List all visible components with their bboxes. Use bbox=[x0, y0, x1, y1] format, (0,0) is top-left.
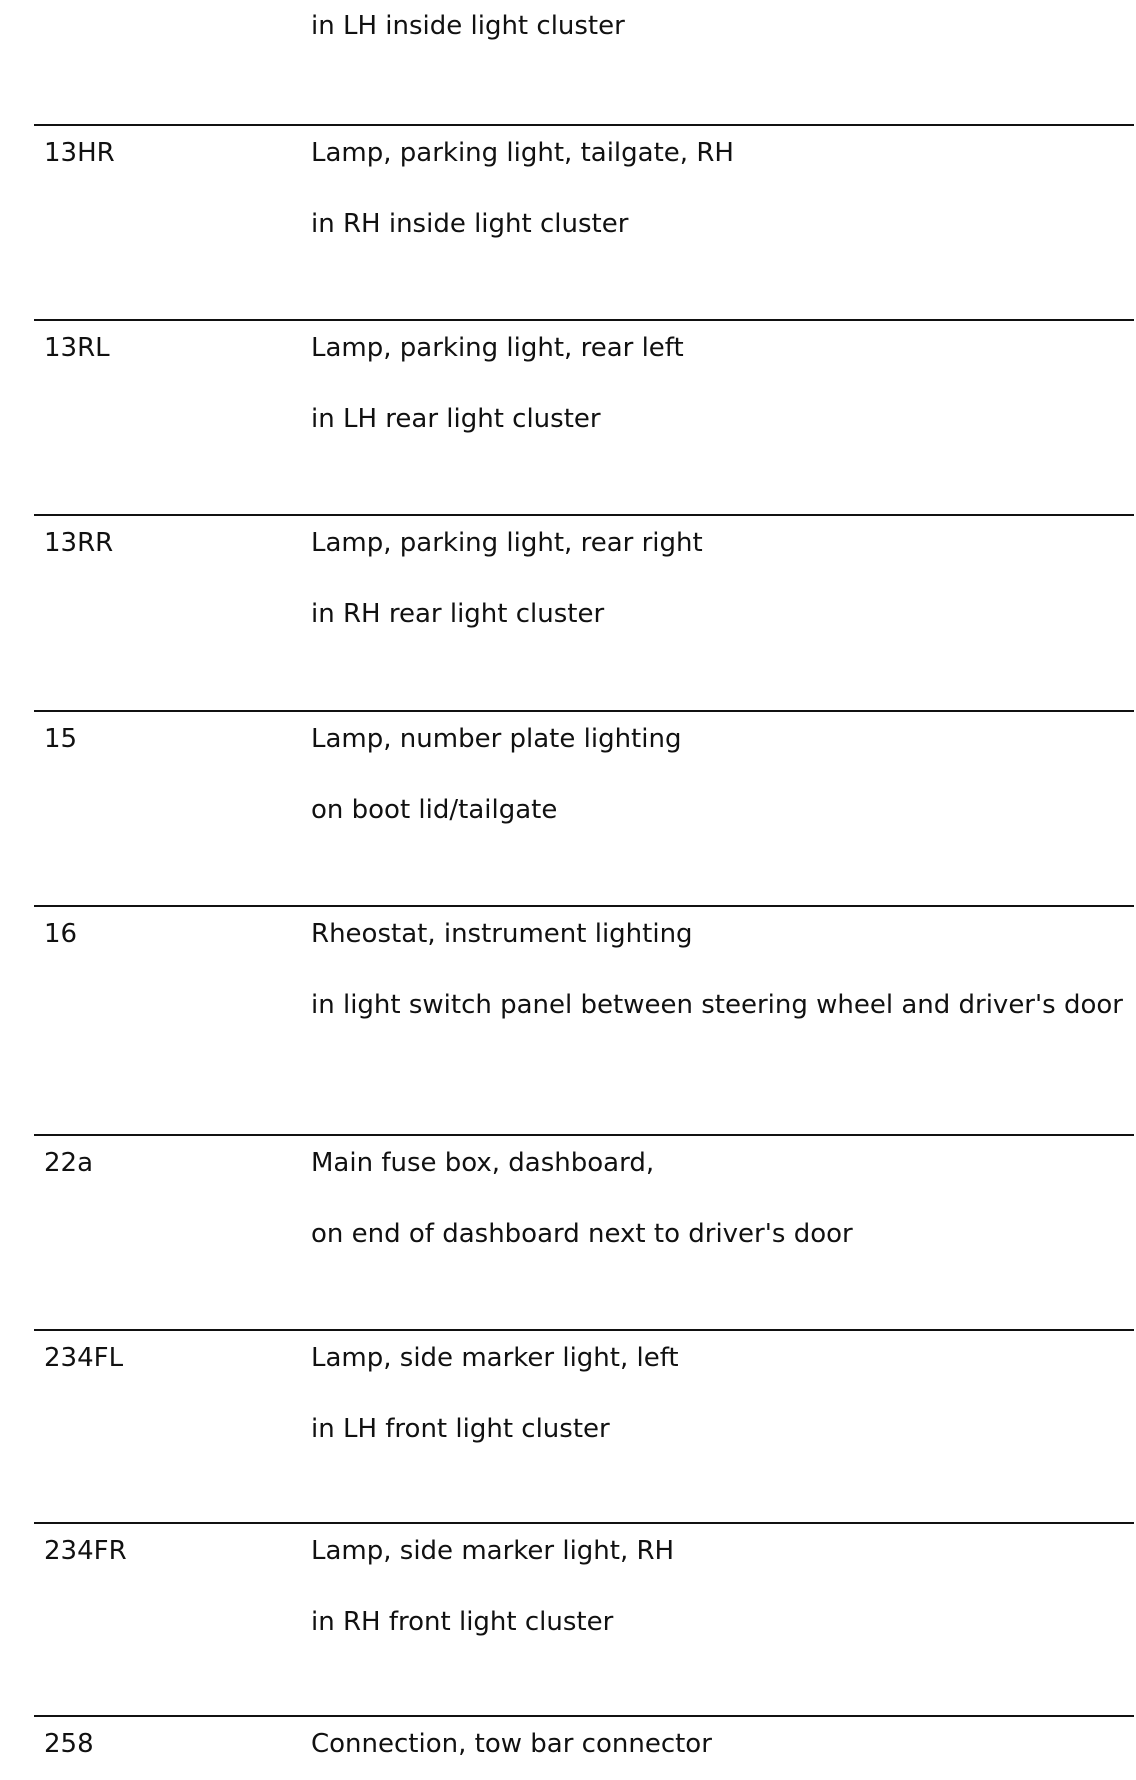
table-row bbox=[34, 905, 1134, 1020]
component-description: Connection, tow bar connector bbox=[311, 1729, 712, 1759]
table-row bbox=[34, 1329, 1134, 1444]
component-location: in RH rear light cluster bbox=[311, 599, 605, 629]
component-location: in light switch panel between steering wheel and driver's door bbox=[311, 990, 1123, 1020]
component-location: in LH front light cluster bbox=[311, 1414, 610, 1444]
table-row bbox=[34, 319, 1134, 434]
component-location: in LH rear light cluster bbox=[311, 404, 601, 434]
component-location: in RH front light cluster bbox=[311, 1607, 614, 1637]
component-code: 16 bbox=[44, 919, 78, 949]
component-description: Lamp, side marker light, RH bbox=[311, 1536, 675, 1566]
table-row bbox=[34, 710, 1134, 825]
component-location: on end of dashboard next to driver's door bbox=[311, 1219, 853, 1249]
table-row bbox=[34, 514, 1134, 629]
component-code: 22a bbox=[44, 1148, 94, 1178]
component-description: Lamp, parking light, tailgate, RH bbox=[311, 138, 734, 168]
component-description: Lamp, parking light, rear left bbox=[311, 333, 684, 363]
component-code: 13RR bbox=[44, 528, 114, 558]
component-description: Rheostat, instrument lighting bbox=[311, 919, 693, 949]
component-description: Lamp, parking light, rear right bbox=[311, 528, 703, 558]
intro-location-text: in LH inside light cluster bbox=[311, 11, 625, 41]
component-location: in RH inside light cluster bbox=[311, 209, 629, 239]
component-code: 258 bbox=[44, 1729, 94, 1759]
component-location: on boot lid/tailgate bbox=[311, 795, 558, 825]
table-row bbox=[34, 1715, 1134, 1759]
component-code: 234FR bbox=[44, 1536, 127, 1566]
table-row bbox=[34, 1522, 1134, 1637]
component-description: Lamp, number plate lighting bbox=[311, 724, 682, 754]
component-code: 13HR bbox=[44, 138, 115, 168]
component-description: Lamp, side marker light, left bbox=[311, 1343, 679, 1373]
table-row bbox=[34, 1134, 1134, 1249]
component-description: Main fuse box, dashboard, bbox=[311, 1148, 655, 1178]
component-code: 234FL bbox=[44, 1343, 124, 1373]
component-code: 13RL bbox=[44, 333, 110, 363]
table-row bbox=[34, 124, 1134, 239]
component-code: 15 bbox=[44, 724, 78, 754]
